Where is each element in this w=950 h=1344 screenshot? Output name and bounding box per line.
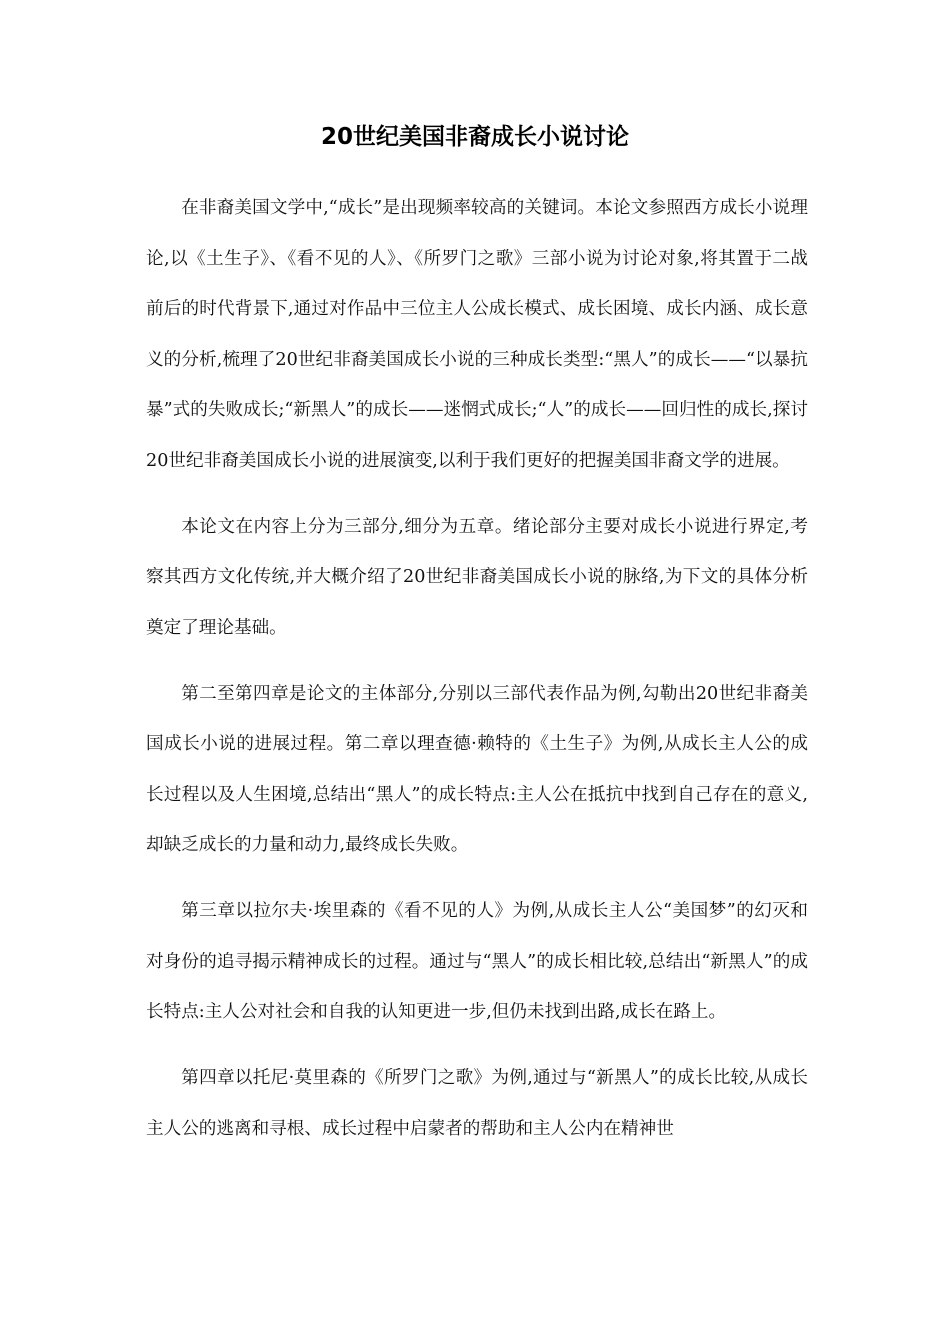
document-body [146,183,808,1170]
paragraph-structure: 本论文在内容上分为三部分,细分为五章。绪论部分主要对成长小说进行界定,考察其西方文化传统,并大概介绍了20世纪非裔美国成长小说的脉络,为下文的具体分析奠定了理论基础。 [146,516,808,638]
paragraph-chapter-3: 第三章以拉尔夫·埃里森的《看不见的人》为例,从成长主人公“美国梦”的幻灭和对身份的追寻揭示精神成长的过程。通过与“黑人”的成长相比较,总结出“新黑人”的成长特点:主人公对社会和自我的认知更进一步,但仍未找到出路,成长在路上。 [146,901,808,1022]
paragraph-abstract: 在非裔美国文学中,“成长”是出现频率较高的关键词。本论文参照西方成长小说理论,以《土生子》、《看不见的人》、《所罗门之歌》三部小说为讨论对象,将其置于二战前后的时代背景下,通过对作品中三位主人公成长模式、成长困境、成长内涵、成长意义的分析,梳理了20世纪非裔美国成长小说的三种成长类型:“黑人”的成长——“以暴抗暴”式的失败成长;“新黑人”的成长——迷惘式成长;“人”的成长——回归性的成长,探讨20世纪非裔美国成长小说的进展演变,以利于我们更好的把握美国非裔文学的进展。 [146,198,808,471]
document-title: 20世纪美国非裔成长小说讨论 [320,124,629,150]
paragraph-chapter-2: 第二至第四章是论文的主体部分,分别以三部代表作品为例,勾勒出20世纪非裔美国成长小说的进展过程。第二章以理查德·赖特的《土生子》为例,从成长主人公的成长过程以及人生困境,总结出“黑人”的成长特点:主人公在抵抗中找到自己存在的意义,却缺乏成长的力量和动力,最终成长失败。 [146,683,808,855]
paragraph-chapter-4: 第四章以托尼·莫里森的《所罗门之歌》为例,通过与“新黑人”的成长比较,从成长主人公的逃离和寻根、成长过程中启蒙者的帮助和主人公内在精神世 [146,1068,808,1139]
